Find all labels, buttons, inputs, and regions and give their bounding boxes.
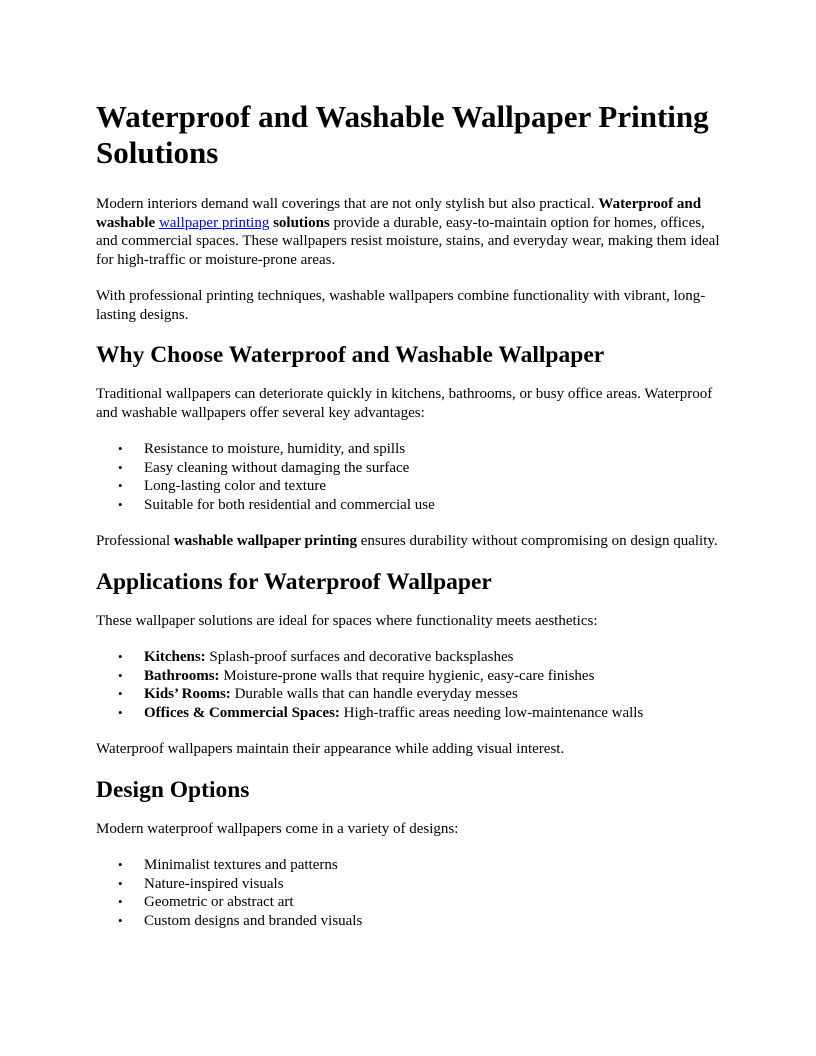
- list-item: • Offices & Commercial Spaces: High-traffic areas needing low-maintenance walls: [118, 704, 644, 721]
- bullet-icon: •: [118, 459, 123, 475]
- applications-list: [96, 648, 720, 722]
- intro-text-1: Modern interiors demand wall coverings that are not only stylish but also practical.: [96, 196, 599, 212]
- section2-text: These wallpaper solutions are ideal for spaces where functionality meets aesthetics:: [96, 612, 598, 629]
- intro-bold-2: solutions: [273, 214, 330, 231]
- page-title: Waterproof and Washable Wallpaper Printing Solutions: [96, 99, 709, 170]
- section1-closing-bold: washable wallpaper printing: [173, 533, 358, 549]
- section3-text: Modern waterproof wallpapers come in a variety of designs:: [96, 820, 459, 837]
- section1-text: Traditional wallpapers can deteriorate quickly in kitchens, bathrooms, or busy office areas. Waterproof and washable wallpapers offer several key advantages:: [96, 386, 713, 421]
- intro-bold-1: Waterproof and washable: [96, 196, 702, 231]
- list-item: • Nature-inspired visuals: [118, 875, 284, 892]
- bullet-icon: •: [118, 667, 123, 683]
- bullet-icon: •: [118, 649, 123, 664]
- bullet-icon: •: [118, 704, 123, 720]
- list-item: • Geometric or abstract art: [118, 894, 294, 910]
- intro-text-2: provide a durable, easy-to-maintain option for homes, offices, and commercial spaces. These wallpapers resist moisture, stains, and everyday wear, making them ideal for high-traffic or moisture-prone areas.: [96, 214, 720, 268]
- advantages-list: [96, 440, 720, 514]
- bullet-icon: •: [118, 912, 123, 928]
- bullet-icon: •: [118, 894, 123, 909]
- intro-paragraph: [96, 195, 720, 269]
- list-item: • Resistance to moisture, humidity, and spills: [118, 441, 406, 457]
- section-heading-design-options: Design Options: [96, 776, 250, 803]
- bullet-icon: •: [118, 875, 123, 891]
- intro-paragraph-2: With professional printing techniques, washable wallpapers combine functionality with vibrant, long-lasting designs.: [96, 288, 706, 323]
- list-item: • Easy cleaning without damaging the surface: [118, 459, 410, 476]
- bullet-icon: •: [118, 441, 123, 456]
- list-item: • Kids’ Rooms: Durable walls that can handle everyday messes: [118, 686, 518, 702]
- list-item: • Long-lasting color and texture: [118, 478, 327, 494]
- section-heading-applications: Applications for Waterproof Wallpaper: [96, 568, 492, 595]
- bullet-icon: •: [118, 857, 123, 872]
- wallpaper-printing-link[interactable]: wallpaper printing: [158, 214, 270, 231]
- list-item: • Kitchens: Splash-proof surfaces and decorative backsplashes: [118, 649, 514, 665]
- list-item: • Bathrooms: Moisture-prone walls that require hygienic, easy-care finishes: [118, 667, 595, 684]
- section2-closing: Waterproof wallpapers maintain their appearance while adding visual interest.: [96, 741, 565, 757]
- design-options-list: [96, 856, 720, 930]
- list-item: • Custom designs and branded visuals: [118, 912, 363, 929]
- bullet-icon: •: [118, 686, 123, 701]
- bullet-icon: •: [118, 478, 123, 493]
- section-heading-why-choose: Why Choose Waterproof and Washable Wallpaper: [96, 342, 605, 368]
- list-item: • Minimalist textures and patterns: [118, 857, 338, 873]
- bullet-icon: •: [118, 496, 123, 512]
- list-item: • Suitable for both residential and commercial use: [118, 496, 435, 513]
- section1-closing: Professional washable wallpaper printing ensures durability without compromising on design quality.: [96, 533, 718, 549]
